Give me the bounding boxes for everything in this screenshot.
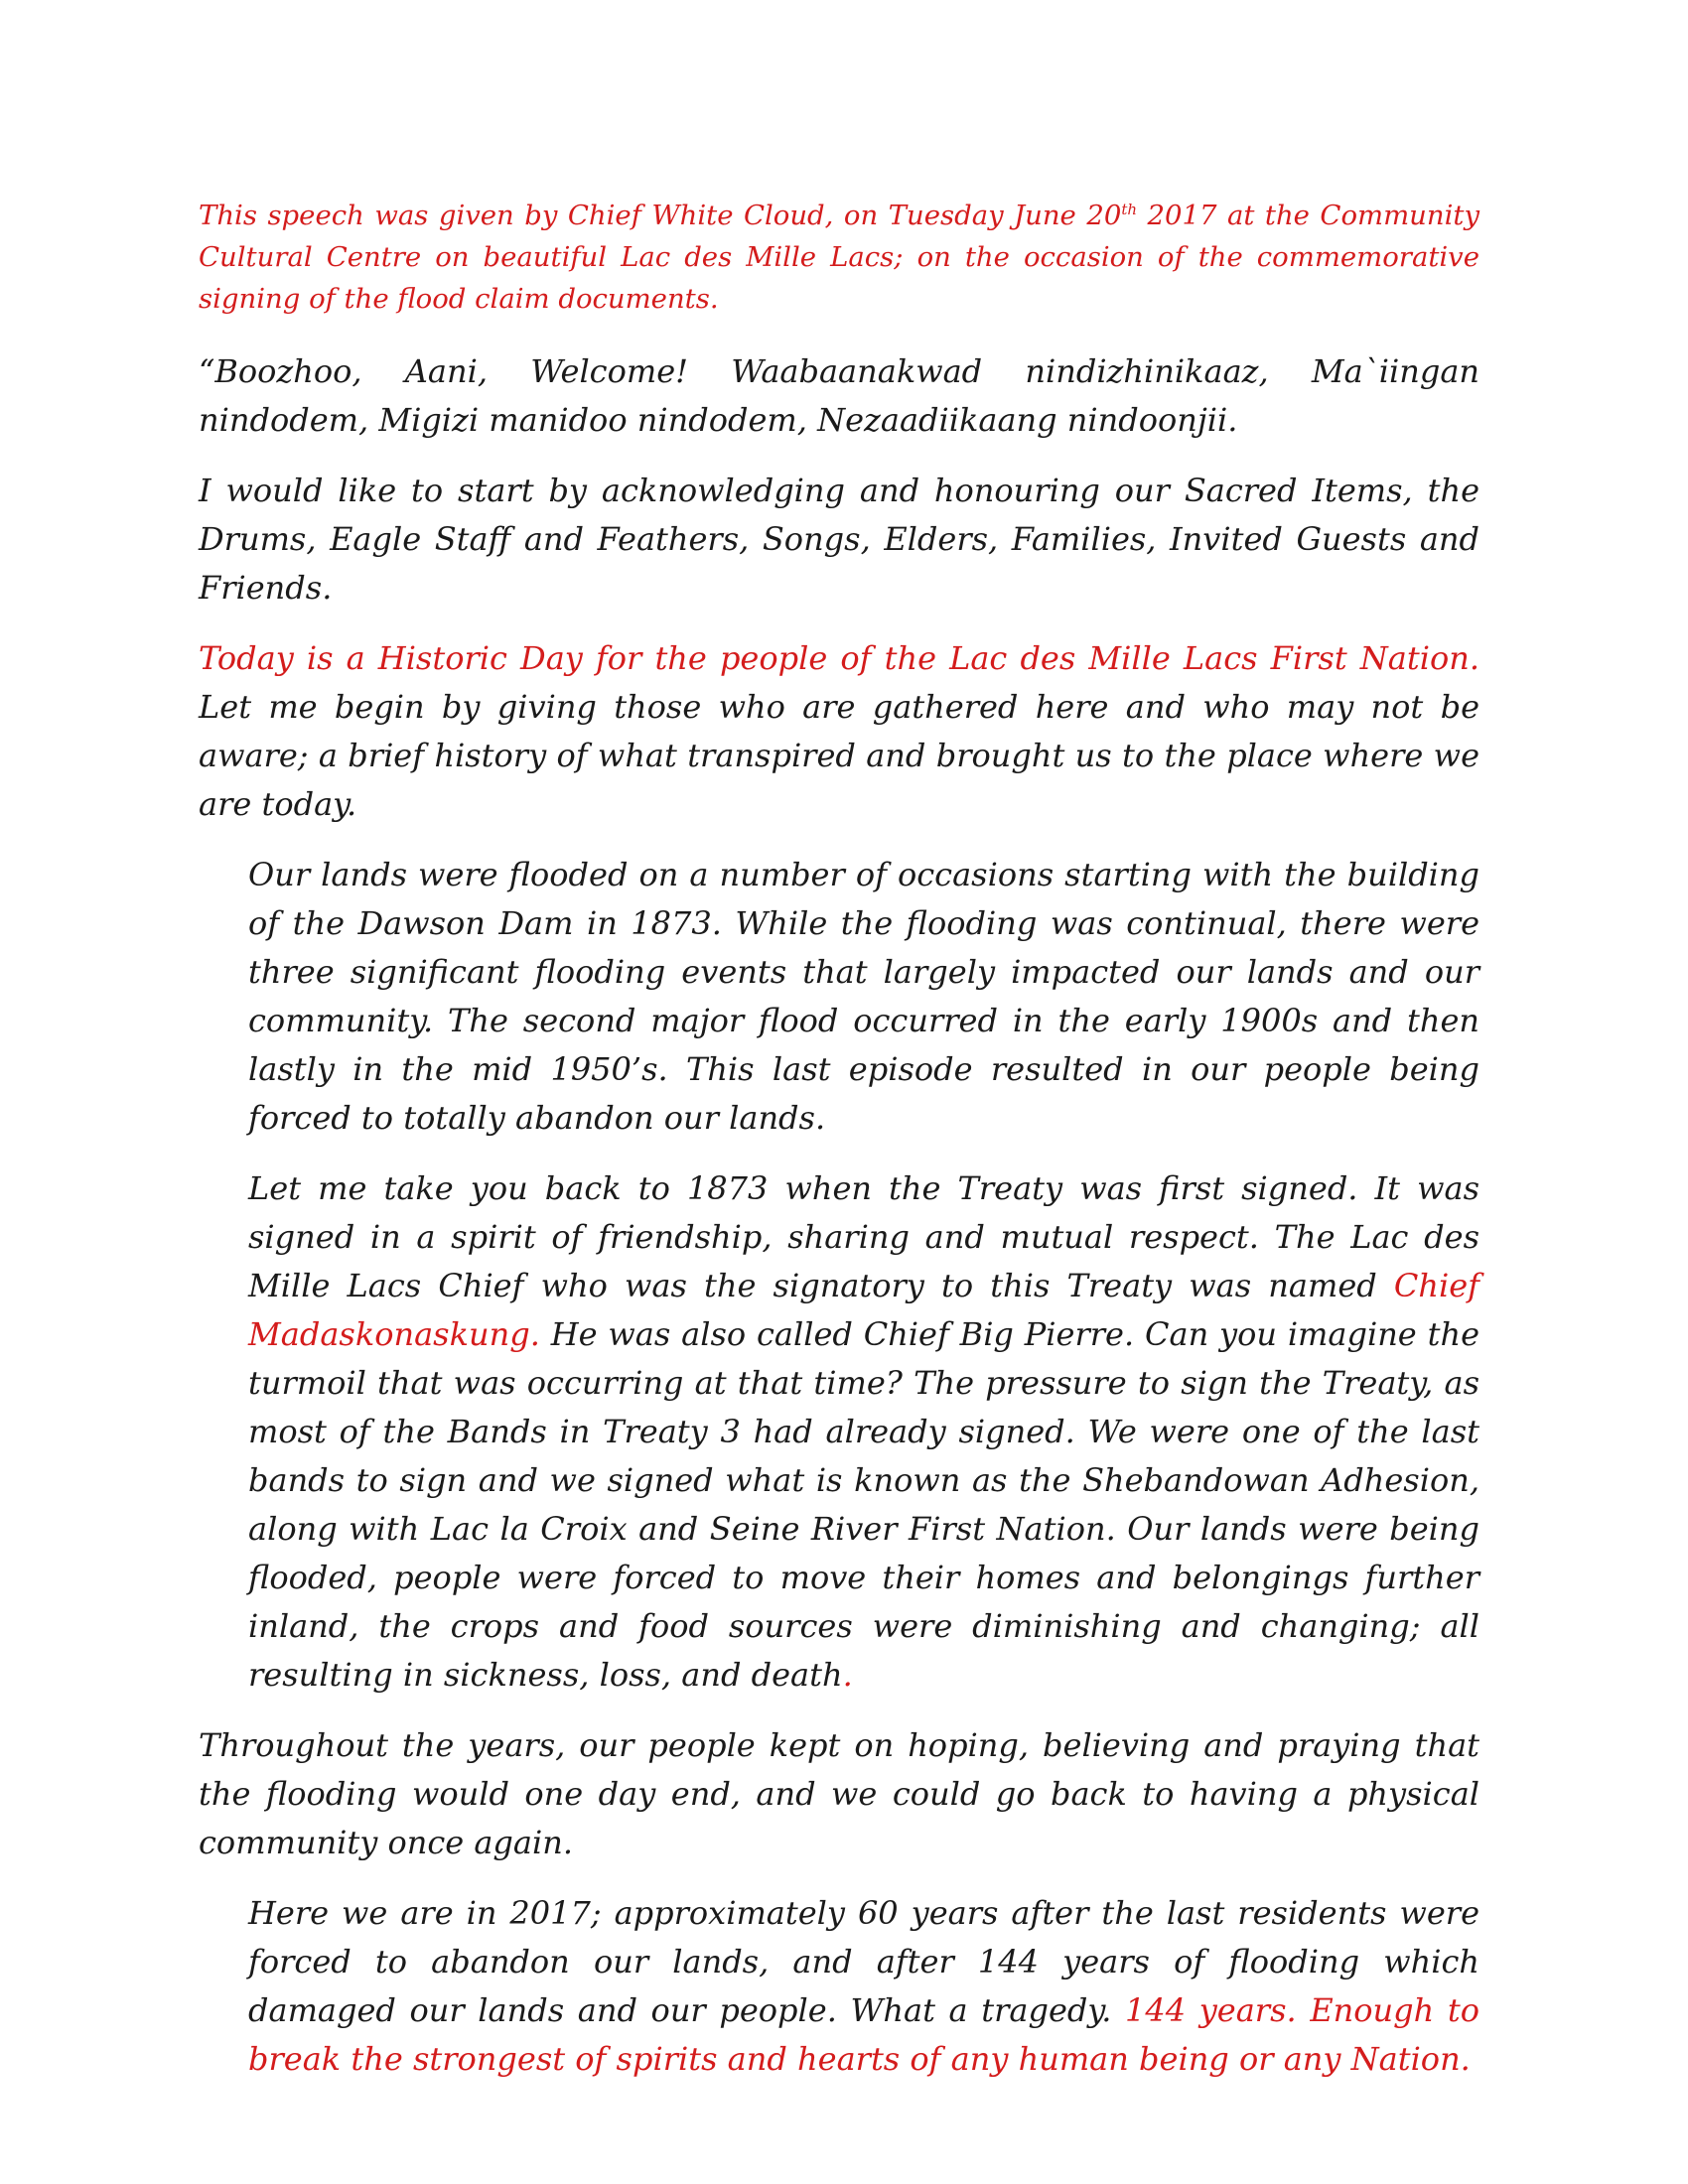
intro-date-suffix: th xyxy=(1121,200,1138,218)
acknowledgement-paragraph: I would like to start by acknowledging and honouring our Sacred Items, the Drums, Eagle Staff and Feathers, Songs, Elders, Families, Invited Guests and Friends. xyxy=(199,472,1479,607)
closing-highlight: 144 years. Enough to break the strongest of spirits and hearts of any human being or any Nation. xyxy=(248,1991,1480,2078)
intro-note xyxy=(199,195,1479,320)
hoping-paragraph: Throughout the years, our people kept on hoping, believing and praying that the flooding would one day end, and we could go back to having a physical community once again. xyxy=(199,1726,1479,1861)
chief-name-highlight: Chief Madaskonaskung. xyxy=(248,1267,1479,1353)
speech-document xyxy=(199,195,1479,2106)
historic-day-paragraph xyxy=(199,634,1479,829)
intro-text-end: 2017 at the Community Cultural Centre on beautiful Lac des Mille Lacs; on the occasion of the commemorative signing of the flood claim documents. xyxy=(199,200,1479,315)
historic-day-text: Let me begin by giving those who are gathered here and who may not be aware; a brief history of what transpired and brought us to the place where we are today. xyxy=(199,688,1479,823)
closing-paragraph xyxy=(248,1889,1479,2084)
treaty-paragraph xyxy=(248,1164,1479,1700)
treaty-text-start: Let me take you back to 1873 when the Treaty was first signed. It was signed in a spirit of friendship, sharing and mutual respect. The Lac des Mille Lacs Chief who was the signatory to this Treaty was named xyxy=(248,1169,1479,1304)
treaty-text-end: He was also called Chief Big Pierre. Can you imagine the turmoil that was occurring at that time? The pressure to sign the Treaty, as most of the Bands in Treaty 3 had already signed. We were one of the last bands to sign and we signed what is known as the Shebandowan Adhesion, along with Lac la Croix and Seine River First Nation. Our lands were being flooded, people were forced to move their homes and belongings further inland, the crops and food sources were diminishing and changing; all resulting in sickness, loss, and death xyxy=(248,1315,1479,1694)
closing-text: Here we are in 2017; approximately 60 years after the last residents were forced to abandon our lands, and after 144 years of flooding which damaged our lands and our people. What a tragedy. xyxy=(248,1894,1479,2029)
historic-day-highlight: Today is a Historic Day for the people of the Lac des Mille Lacs First Nation. xyxy=(199,639,1479,677)
treaty-end-period: . xyxy=(842,1656,853,1694)
greeting-paragraph: “Boozhoo, Aani, Welcome! Waabaanakwad nindizhinikaaz, Ma`iingan nindodem, Migizi manidoo nindodem, Nezaadiikaang nindoonjii. xyxy=(199,352,1479,439)
intro-text-start: This speech was given by Chief White Cloud, on Tuesday June 20 xyxy=(199,200,1122,231)
flooding-paragraph: Our lands were flooded on a number of occasions starting with the building of the Dawson Dam in 1873. While the flooding was continual, there were three significant flooding events that largely impacted our lands and our community. The second major flood occurred in the early 1900s and then lastly in the mid 1950’s. This last episode resulted in our people being forced to totally abandon our lands. xyxy=(248,856,1479,1137)
